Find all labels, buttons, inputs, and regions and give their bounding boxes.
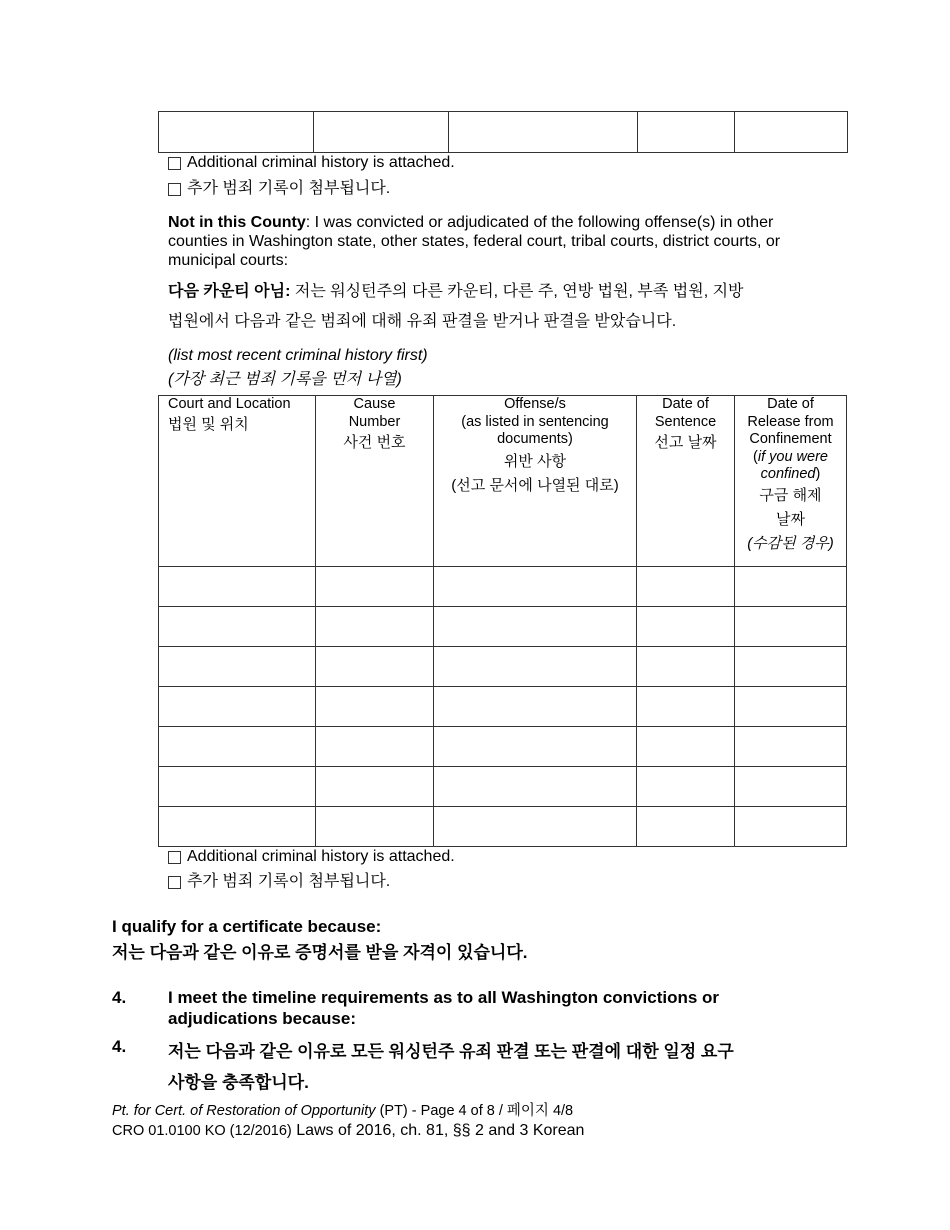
table-header-row bbox=[159, 396, 847, 567]
table-cell-court[interactable] bbox=[159, 607, 316, 647]
header-release-date bbox=[735, 396, 847, 567]
header-release-ko-2: 날짜 bbox=[776, 510, 805, 528]
item4-number-ko: 4. bbox=[112, 1037, 127, 1056]
header-release-en-note-2: confined) bbox=[760, 466, 821, 482]
item4-en-line1: I meet the timeline requirements as to all Washington convictions or bbox=[168, 988, 720, 1007]
table-cell-offense[interactable] bbox=[434, 727, 637, 767]
attach-notice-ko-2 bbox=[168, 873, 390, 891]
header-offense-en-1: Offense/s bbox=[504, 396, 566, 412]
table-cell-sentence-date[interactable] bbox=[637, 687, 735, 727]
attach-notice-ko-1 bbox=[168, 180, 390, 198]
table-row bbox=[159, 687, 847, 727]
footer-form-info bbox=[112, 1121, 584, 1141]
item4-ko-line1: 저는 다음과 같은 이유로 모든 워싱턴주 유죄 판결 또는 판결에 대한 일정 요구 bbox=[168, 1042, 734, 1061]
header-offense bbox=[434, 396, 637, 567]
header-sentence-date bbox=[637, 396, 735, 567]
header-sentence-en-2: Sentence bbox=[654, 413, 717, 430]
list-instruction-en: (list most recent criminal history first) bbox=[168, 347, 428, 364]
not-in-county-paragraph-ko bbox=[168, 277, 848, 337]
header-offense-ko: 위반 사항 bbox=[503, 452, 567, 470]
table-cell-cause[interactable] bbox=[316, 607, 434, 647]
table-cell-release-date[interactable] bbox=[735, 567, 847, 607]
header-offense-ko-note: (선고 문서에 나열된 대로) bbox=[451, 476, 619, 494]
not-in-county-text-line2: counties in Washington state, other states, federal court, tribal courts, district courts, or bbox=[168, 233, 781, 250]
header-court-en: Court and Location bbox=[168, 396, 291, 412]
attach-notice-label-2: Additional criminal history is attached. bbox=[187, 848, 455, 865]
table-cell-release-date[interactable] bbox=[735, 687, 847, 727]
table-cell-cause[interactable] bbox=[314, 112, 449, 153]
attach-notice-label-ko-2: 추가 범죄 기록이 첨부됩니다. bbox=[187, 873, 391, 890]
header-offense-en-3: documents) bbox=[497, 431, 573, 447]
attach-notice-label: Additional criminal history is attached. bbox=[187, 154, 455, 171]
table-cell-court[interactable] bbox=[159, 727, 316, 767]
table-cell-release-date[interactable] bbox=[735, 727, 847, 767]
header-offense-en-2: (as listed in sentencing bbox=[461, 413, 609, 430]
table-cell-sentence-date[interactable] bbox=[637, 727, 735, 767]
header-release-ko-note: (수감된 경우) bbox=[747, 534, 834, 552]
table-cell-cause[interactable] bbox=[316, 567, 434, 607]
table-cell-release-date[interactable] bbox=[735, 112, 848, 153]
header-release-en-1: Date of bbox=[767, 396, 814, 412]
table-cell-release-date[interactable] bbox=[735, 607, 847, 647]
table-cell-sentence-date[interactable] bbox=[637, 767, 735, 807]
table-cell-court[interactable] bbox=[159, 567, 316, 607]
table-cell-sentence-date[interactable] bbox=[637, 647, 735, 687]
item4-en-line2: adjudications because: bbox=[168, 1009, 356, 1028]
item4-number-en: 4. bbox=[112, 988, 127, 1007]
table-cell-offense[interactable] bbox=[434, 807, 637, 847]
header-release-ko-1: 구금 해제 bbox=[759, 486, 822, 504]
footer bbox=[112, 1102, 584, 1141]
table-cell-offense[interactable] bbox=[434, 767, 637, 807]
table-cell-offense[interactable] bbox=[434, 567, 637, 607]
table-cell-cause[interactable] bbox=[316, 767, 434, 807]
top-history-table bbox=[158, 111, 848, 153]
footer-title-italic: Pt. for Cert. of Restoration of Opportunity bbox=[112, 1103, 376, 1119]
header-cause-en-2: Number bbox=[348, 413, 401, 430]
not-in-county-text-line3: municipal courts: bbox=[168, 252, 289, 269]
table-cell-court[interactable] bbox=[159, 647, 316, 687]
table-cell-release-date[interactable] bbox=[735, 807, 847, 847]
table-row bbox=[159, 647, 847, 687]
header-release-en-3: Confinement bbox=[749, 431, 832, 447]
table-cell-cause[interactable] bbox=[316, 647, 434, 687]
table-row bbox=[159, 567, 847, 607]
attach-notice-en-2 bbox=[168, 848, 455, 866]
table-cell-offense[interactable] bbox=[434, 647, 637, 687]
header-sentence-en-1: Date of bbox=[662, 396, 709, 412]
header-release-en-2: Release from bbox=[747, 413, 834, 430]
footer-law-ref: Laws of 2016, ch. 81, §§ 2 and 3 Korean bbox=[291, 1122, 585, 1139]
table-cell-offense[interactable] bbox=[449, 112, 638, 153]
table-row bbox=[159, 112, 848, 153]
table-cell-cause[interactable] bbox=[316, 727, 434, 767]
not-in-county-text-ko-line1: 저는 워싱턴주의 다른 카운티, 다른 주, 연방 법원, 부족 법원, 지방 bbox=[290, 283, 744, 300]
table-row bbox=[159, 727, 847, 767]
footer-form-code: CRO 01.0100 KO (12/2016) bbox=[112, 1123, 292, 1139]
qualify-heading-ko: 저는 다음과 같은 이유로 증명서를 받을 자격이 있습니다. bbox=[112, 943, 528, 962]
footer-title bbox=[112, 1102, 584, 1121]
attach-notice-label-ko: 추가 범죄 기록이 첨부됩니다. bbox=[187, 180, 391, 197]
list-instruction-ko: (가장 최근 범죄 기록을 먼저 나열) bbox=[168, 371, 402, 388]
table-cell-release-date[interactable] bbox=[735, 647, 847, 687]
table-cell-court[interactable] bbox=[159, 112, 314, 153]
not-in-county-text-line1: : I was convicted or adjudicated of the following offense(s) in other bbox=[305, 214, 774, 231]
table-row bbox=[159, 607, 847, 647]
table-cell-court[interactable] bbox=[159, 807, 316, 847]
header-cause-number bbox=[316, 396, 434, 567]
header-cause-en-1: Cause bbox=[353, 396, 396, 412]
footer-page-info: (PT) - Page 4 of 8 / 페이지 4/8 bbox=[375, 1103, 574, 1119]
table-cell-sentence-date[interactable] bbox=[637, 807, 735, 847]
additional-history-checkbox-ko-2[interactable] bbox=[168, 876, 181, 889]
header-court-location bbox=[159, 396, 316, 567]
not-in-county-label: Not in this County bbox=[168, 214, 306, 231]
qualify-heading-en: I qualify for a certificate because: bbox=[112, 917, 382, 936]
table-row bbox=[159, 767, 847, 807]
table-cell-sentence-date[interactable] bbox=[637, 607, 735, 647]
attach-notice-en-1 bbox=[168, 154, 455, 172]
additional-history-checkbox-2[interactable] bbox=[168, 851, 181, 864]
table-cell-offense[interactable] bbox=[434, 607, 637, 647]
header-court-ko: 법원 및 위치 bbox=[168, 415, 249, 433]
table-cell-release-date[interactable] bbox=[735, 767, 847, 807]
table-cell-court[interactable] bbox=[159, 767, 316, 807]
table-cell-cause[interactable] bbox=[316, 807, 434, 847]
table-cell-cause[interactable] bbox=[316, 687, 434, 727]
header-sentence-ko: 선고 날짜 bbox=[654, 434, 717, 451]
not-in-county-label-ko: 다음 카운티 아님: bbox=[168, 283, 291, 300]
additional-history-checkbox-ko[interactable] bbox=[168, 183, 181, 196]
table-row bbox=[159, 807, 847, 847]
criminal-history-table bbox=[158, 395, 847, 847]
table-cell-sentence-date[interactable] bbox=[638, 112, 735, 153]
header-release-en-note: (if you were bbox=[753, 448, 828, 465]
item4-ko-line2: 사항을 충족합니다. bbox=[168, 1073, 309, 1092]
table-cell-sentence-date[interactable] bbox=[637, 567, 735, 607]
item4-text-en bbox=[168, 987, 848, 1029]
header-cause-ko: 사건 번호 bbox=[343, 434, 406, 451]
additional-history-checkbox[interactable] bbox=[168, 157, 181, 170]
not-in-county-text-ko-line2: 법원에서 다음과 같은 범죄에 대해 유죄 판결을 받거나 판결을 받았습니다. bbox=[168, 313, 677, 330]
not-in-county-paragraph-en bbox=[168, 213, 848, 270]
table-cell-court[interactable] bbox=[159, 687, 316, 727]
item4-text-ko bbox=[168, 1036, 858, 1098]
table-cell-offense[interactable] bbox=[434, 687, 637, 727]
